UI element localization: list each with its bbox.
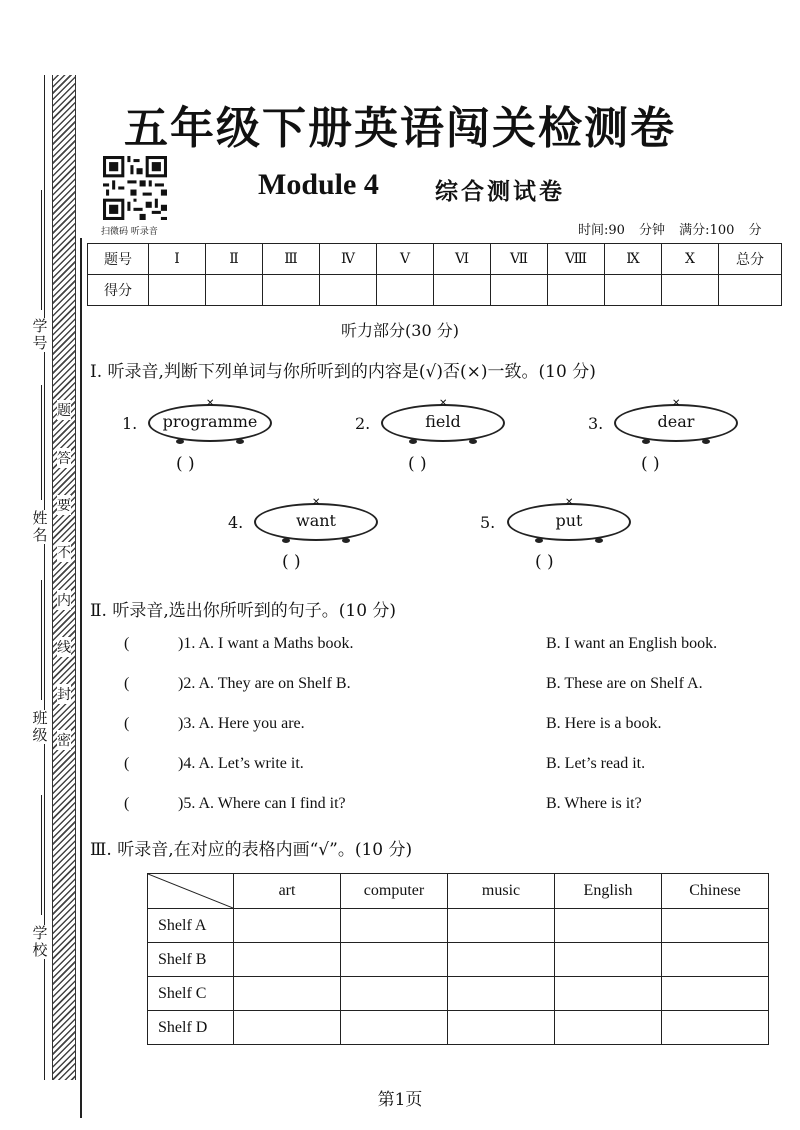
exam-title: 五年级下册英语闯关检测卷 [124, 103, 676, 154]
seal-char: 题 [57, 400, 71, 420]
score-col: Ⅹ [662, 244, 719, 275]
oval-dot-icon [702, 439, 710, 444]
choice-paren[interactable]: ( [124, 715, 130, 732]
shelf-cell[interactable] [341, 1011, 448, 1045]
oval-tick-icon: ✕ [312, 497, 321, 508]
score-col: Ⅷ [548, 244, 605, 275]
field-label-name: 姓名 [32, 509, 48, 544]
choice-paren[interactable]: ( [124, 795, 130, 812]
shelf-cell[interactable] [341, 943, 448, 977]
answer-paren[interactable]: ( ) [535, 552, 554, 572]
choice-option-a: )5. A. Where can I find it? [178, 795, 346, 812]
choice-option-a: )1. A. I want a Maths book. [178, 635, 354, 652]
score-cell[interactable] [605, 275, 662, 306]
binding-hatch [52, 75, 76, 1080]
seal-char: 答 [57, 448, 71, 468]
margin-rule [80, 238, 82, 1118]
score-cell[interactable] [377, 275, 434, 306]
oval-dot-icon [176, 439, 184, 444]
qr-caption: 扫微码 听录音 [101, 227, 158, 237]
word-item-number: 1. [122, 414, 138, 433]
listening-header: 听力部分(30 分) [341, 321, 459, 340]
shelf-row-label: Shelf C [148, 977, 234, 1011]
score-col-total: 总分 [719, 244, 782, 275]
oval-dot-icon [236, 439, 244, 444]
shelf-row-label: Shelf B [148, 943, 234, 977]
shelf-cell[interactable] [662, 977, 769, 1011]
seal-char: 要 [57, 495, 71, 515]
word-oval [614, 398, 738, 442]
oval-dot-icon [642, 439, 650, 444]
field-label-class: 班级 [32, 709, 48, 744]
word-oval [507, 497, 631, 541]
shelf-col-header: computer [341, 874, 448, 909]
shelf-row-label: Shelf A [148, 909, 234, 943]
time-info: 时间:90 分钟 满分:100 分 [578, 223, 762, 238]
oval-tick-icon: ✕ [206, 398, 215, 409]
choice-option-a: )2. A. They are on Shelf B. [178, 675, 351, 692]
page-number: 第1页 [377, 1090, 423, 1110]
shelf-row-label: Shelf D [148, 1011, 234, 1045]
choice-option-a: )3. A. Here you are. [178, 715, 305, 732]
shelf-cell[interactable] [555, 977, 662, 1011]
shelf-cell[interactable] [234, 1011, 341, 1045]
seal-char: 密 [57, 730, 71, 750]
score-col: Ⅴ [377, 244, 434, 275]
answer-paren[interactable]: ( ) [176, 454, 195, 474]
section2-heading: Ⅱ. 听录音,选出你所听到的句子。(10 分) [90, 601, 397, 621]
score-col: Ⅵ [434, 244, 491, 275]
word-item-number: 3. [588, 414, 604, 433]
shelf-cell[interactable] [341, 977, 448, 1011]
oval-dot-icon [595, 538, 603, 543]
shelf-cell[interactable] [555, 909, 662, 943]
score-table [87, 243, 782, 306]
word-item-number: 4. [228, 513, 244, 532]
section1-heading: Ⅰ. 听录音,判断下列单词与你所听到的内容是(√)否(×)一致。(10 分) [90, 362, 596, 382]
diagonal-line [148, 874, 233, 908]
word-oval [148, 398, 272, 442]
score-cell[interactable] [662, 275, 719, 306]
shelf-col-header: music [448, 874, 555, 909]
word-item-number: 5. [480, 513, 496, 532]
shelf-cell[interactable] [662, 909, 769, 943]
score-cell[interactable] [434, 275, 491, 306]
shelf-cell[interactable] [234, 977, 341, 1011]
module-subtitle: 综合测试卷 [435, 178, 565, 205]
shelf-cell[interactable] [234, 909, 341, 943]
student-number-line [41, 190, 42, 310]
word-item-number: 2. [355, 414, 371, 433]
choice-option-b: B. I want an English book. [546, 635, 718, 652]
choice-paren[interactable]: ( [124, 675, 130, 692]
shelf-cell[interactable] [448, 977, 555, 1011]
section3-heading: Ⅲ. 听录音,在对应的表格内画“√”。(10 分) [90, 840, 413, 860]
seal-char: 线 [57, 637, 71, 657]
seal-char: 封 [57, 684, 71, 704]
answer-paren[interactable]: ( ) [282, 552, 301, 572]
field-label-student-number: 学号 [32, 317, 48, 352]
shelf-cell[interactable] [662, 1011, 769, 1045]
oval-dot-icon [282, 538, 290, 543]
shelf-cell[interactable] [234, 943, 341, 977]
field-label-school: 学校 [32, 924, 48, 959]
word-text: dear [657, 412, 695, 431]
score-cell[interactable] [491, 275, 548, 306]
oval-dot-icon [342, 538, 350, 543]
score-col: Ⅳ [320, 244, 377, 275]
choice-option-b: B. Let’s read it. [546, 755, 646, 772]
choice-option-b: B. These are on Shelf A. [546, 675, 703, 692]
score-row-label: 得分 [88, 275, 149, 306]
oval-dot-icon [535, 538, 543, 543]
shelf-col-header: art [234, 874, 341, 909]
name-line [41, 385, 42, 500]
choice-paren[interactable]: ( [124, 635, 130, 652]
oval-dot-icon [469, 439, 477, 444]
score-cell[interactable] [548, 275, 605, 306]
score-cell[interactable] [320, 275, 377, 306]
shelf-cell[interactable] [448, 943, 555, 977]
score-header-label: 题号 [88, 244, 149, 275]
seal-char: 内 [57, 590, 71, 610]
shelf-cell[interactable] [662, 943, 769, 977]
word-text: programme [162, 412, 258, 431]
oval-tick-icon: ✕ [439, 398, 448, 409]
score-col: Ⅰ [149, 244, 206, 275]
school-line [41, 795, 42, 915]
shelf-cell[interactable] [448, 1011, 555, 1045]
seal-char: 不 [57, 542, 71, 562]
word-text: put [555, 511, 583, 530]
shelf-cell[interactable] [341, 909, 448, 943]
choice-paren[interactable]: ( [124, 755, 130, 772]
score-col: Ⅶ [491, 244, 548, 275]
score-col: Ⅸ [605, 244, 662, 275]
oval-tick-icon: ✕ [565, 497, 574, 508]
word-oval [254, 497, 378, 541]
word-oval [381, 398, 505, 442]
module-title: Module 4 [258, 168, 379, 201]
shelf-table [147, 873, 769, 1045]
diagonal-header-cell [148, 874, 234, 909]
oval-dot-icon [409, 439, 417, 444]
score-cell[interactable] [149, 275, 206, 306]
shelf-col-header: English [555, 874, 662, 909]
choice-option-a: )4. A. Let’s write it. [178, 755, 304, 772]
answer-paren[interactable]: ( ) [641, 454, 660, 474]
shelf-cell[interactable] [555, 943, 662, 977]
answer-paren[interactable]: ( ) [408, 454, 427, 474]
score-col: Ⅲ [263, 244, 320, 275]
word-text: field [425, 412, 461, 431]
shelf-cell[interactable] [555, 1011, 662, 1045]
choice-option-b: B. Where is it? [546, 795, 642, 812]
shelf-cell[interactable] [448, 909, 555, 943]
score-cell[interactable] [206, 275, 263, 306]
score-cell[interactable] [719, 275, 782, 306]
qr-code-icon [101, 156, 169, 220]
oval-tick-icon: ✕ [672, 398, 681, 409]
shelf-col-header: Chinese [662, 874, 769, 909]
score-cell[interactable] [263, 275, 320, 306]
word-text: want [296, 511, 336, 530]
class-line [41, 580, 42, 700]
choice-option-b: B. Here is a book. [546, 715, 662, 732]
score-col: Ⅱ [206, 244, 263, 275]
